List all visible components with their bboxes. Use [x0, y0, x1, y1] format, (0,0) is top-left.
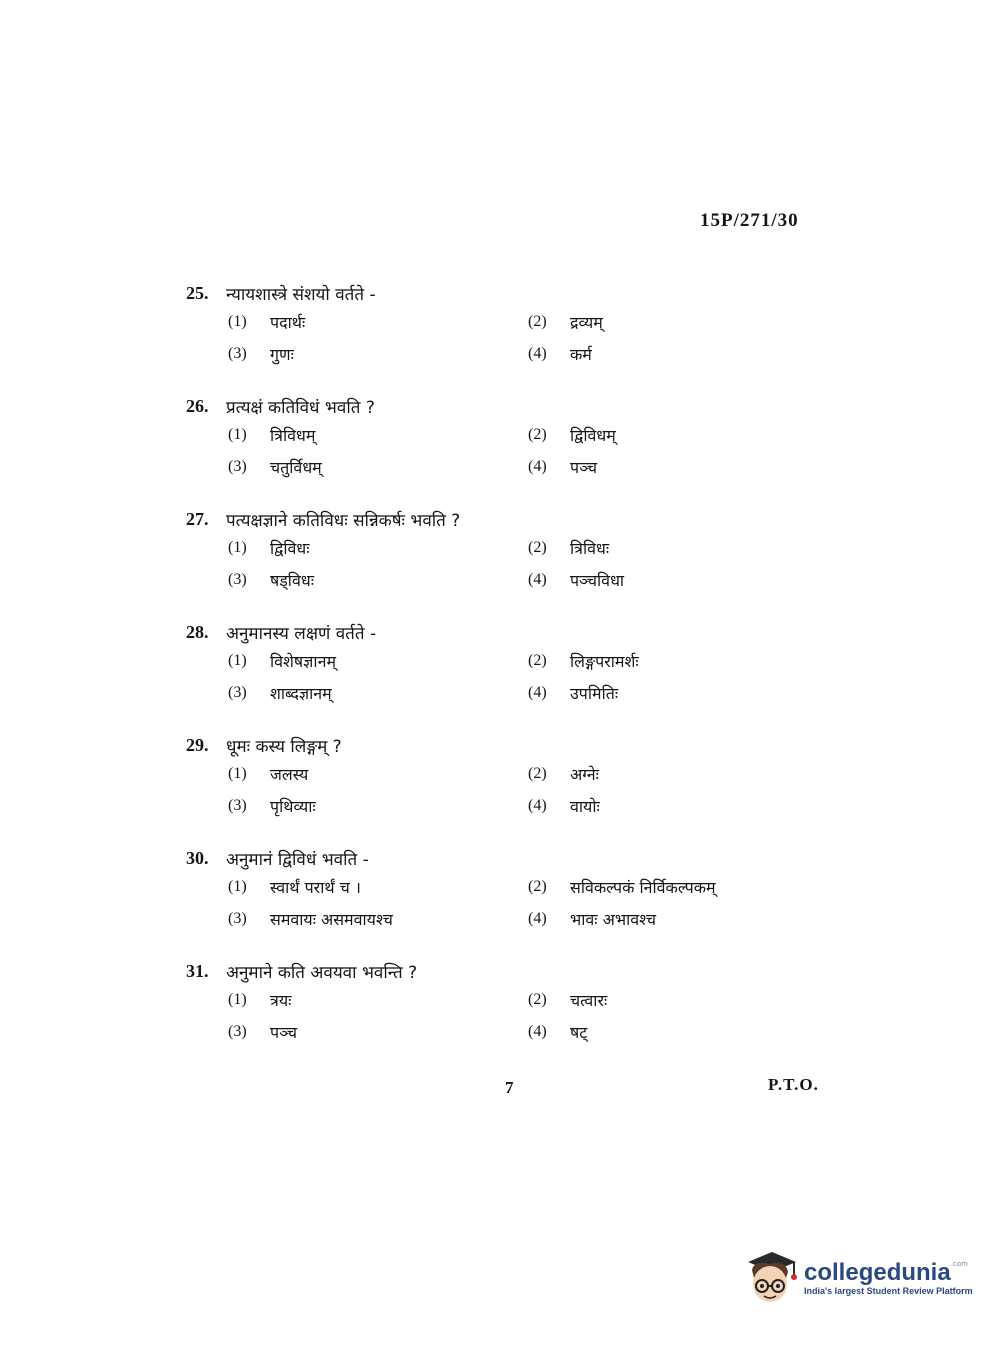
option-number: (2) [528, 539, 547, 556]
option-text: पञ्च [570, 458, 598, 477]
option [228, 308, 528, 336]
brand-tagline: India's largest Student Review Platform [804, 1286, 973, 1296]
option-number: (1) [228, 539, 247, 556]
option-number: (1) [228, 878, 247, 895]
option [228, 566, 528, 594]
option [228, 453, 528, 481]
option-number: (1) [228, 652, 247, 669]
option [528, 340, 828, 368]
question-number: 31. [186, 960, 209, 981]
question-number: 30. [186, 847, 209, 868]
option-number: (2) [528, 765, 547, 782]
option-number: (2) [528, 652, 547, 669]
option [228, 792, 528, 820]
paper-code: 15P/271/30 [700, 210, 799, 231]
question-text: न्यायशास्त्रे संशयो वर्तते - [226, 284, 376, 305]
option [228, 1018, 528, 1046]
option-text: द्रव्यम् [570, 313, 603, 332]
option [528, 905, 828, 933]
question-text: अनुमानं द्विविधं भवति - [226, 849, 369, 870]
option [528, 760, 828, 788]
option [528, 792, 828, 820]
option [528, 453, 828, 481]
option-text: पृथिव्याः [270, 797, 316, 816]
option-number: (3) [228, 458, 247, 475]
option [228, 647, 528, 675]
question-text: पत्यक्षज्ञाने कतिविधः सन्निकर्षः भवति ? [226, 510, 461, 531]
option [228, 986, 528, 1014]
question-number: 29. [186, 734, 209, 755]
question-text: प्रत्यक्षं कतिविधं भवति ? [226, 397, 375, 418]
option-number: (4) [528, 1023, 547, 1040]
question-number: 28. [186, 621, 209, 642]
option [228, 421, 528, 449]
option-number: (4) [528, 910, 547, 927]
option [228, 679, 528, 707]
option [228, 340, 528, 368]
question-number: 26. [186, 395, 209, 416]
option-text: अग्नेः [570, 765, 599, 784]
option-text: लिङ्गपरामर्शः [570, 652, 639, 671]
option-text: गुणः [270, 345, 294, 364]
option [528, 421, 828, 449]
option [528, 534, 828, 562]
option-text: विशेषज्ञानम् [270, 652, 337, 671]
option [528, 986, 828, 1014]
option-text: कर्म [570, 345, 592, 364]
option-text: वायोः [570, 797, 600, 816]
option [528, 679, 828, 707]
option-text: उपमितिः [570, 684, 619, 703]
page-number: 7 [505, 1078, 514, 1097]
option-text: चतुर्विधम् [270, 458, 322, 477]
question-number: 25. [186, 282, 209, 303]
option [528, 308, 828, 336]
option-text: द्विविधम् [570, 426, 616, 445]
question-number: 27. [186, 508, 209, 529]
option-number: (3) [228, 345, 247, 362]
option-number: (2) [528, 313, 547, 330]
option-number: (2) [528, 878, 547, 895]
question-text: अनुमानस्य लक्षणं वर्तते - [226, 623, 377, 644]
option [528, 647, 828, 675]
option-text: चत्वारः [570, 991, 608, 1010]
option-text: स्वार्थं परार्थं च । [270, 878, 361, 897]
option-text: समवायः असमवायश्च [270, 910, 393, 929]
option-number: (3) [228, 571, 247, 588]
option-number: (4) [528, 684, 547, 701]
option-text: पञ्चविधा [570, 571, 625, 590]
option-number: (4) [528, 458, 547, 475]
option-text: भावः अभावश्च [570, 910, 657, 929]
option [228, 905, 528, 933]
question-29 [186, 730, 826, 820]
option-number: (2) [528, 426, 547, 443]
option-text: त्रयः [270, 991, 292, 1010]
option [228, 534, 528, 562]
option [228, 760, 528, 788]
option-number: (1) [228, 426, 247, 443]
option-text: षड्विधः [270, 571, 314, 590]
question-26 [186, 391, 826, 481]
option-text: त्रिविधम् [270, 426, 316, 445]
option [528, 566, 828, 594]
option-number: (1) [228, 991, 247, 1008]
option-number: (1) [228, 313, 247, 330]
question-text: अनुमाने कति अवयवा भवन्ति ? [226, 962, 418, 983]
option-text: जलस्य [270, 765, 309, 784]
option [528, 1018, 828, 1046]
option-number: (3) [228, 797, 247, 814]
option-number: (4) [528, 345, 547, 362]
question-27 [186, 504, 826, 594]
option-number: (4) [528, 571, 547, 588]
collegedunia-logo [742, 1248, 973, 1308]
brand-name: collegedunia [804, 1259, 951, 1286]
brand-suffix: .com [950, 1260, 968, 1268]
question-30 [186, 843, 826, 933]
option [528, 873, 828, 901]
option-number: (4) [528, 797, 547, 814]
option-number: (3) [228, 684, 247, 701]
question-25 [186, 278, 826, 368]
question-31 [186, 956, 826, 1046]
option [228, 873, 528, 901]
option-text: पदार्थः [270, 313, 306, 332]
option-text: शाब्दज्ञानम् [270, 684, 332, 703]
option-text: द्विविधः [270, 539, 310, 558]
question-text: धूमः कस्य लिङ्गम् ? [226, 736, 342, 757]
option-number: (1) [228, 765, 247, 782]
option-text: षट् [570, 1023, 588, 1042]
pto-label: P.T.O. [768, 1075, 819, 1094]
option-text: त्रिविधः [570, 539, 610, 558]
option-text: पञ्च [270, 1023, 298, 1042]
option-text: सविकल्पकं निर्विकल्पकम् [570, 878, 716, 897]
mascot-icon [742, 1248, 800, 1308]
question-28 [186, 617, 826, 707]
option-number: (3) [228, 910, 247, 927]
option-number: (3) [228, 1023, 247, 1040]
option-number: (2) [528, 991, 547, 1008]
